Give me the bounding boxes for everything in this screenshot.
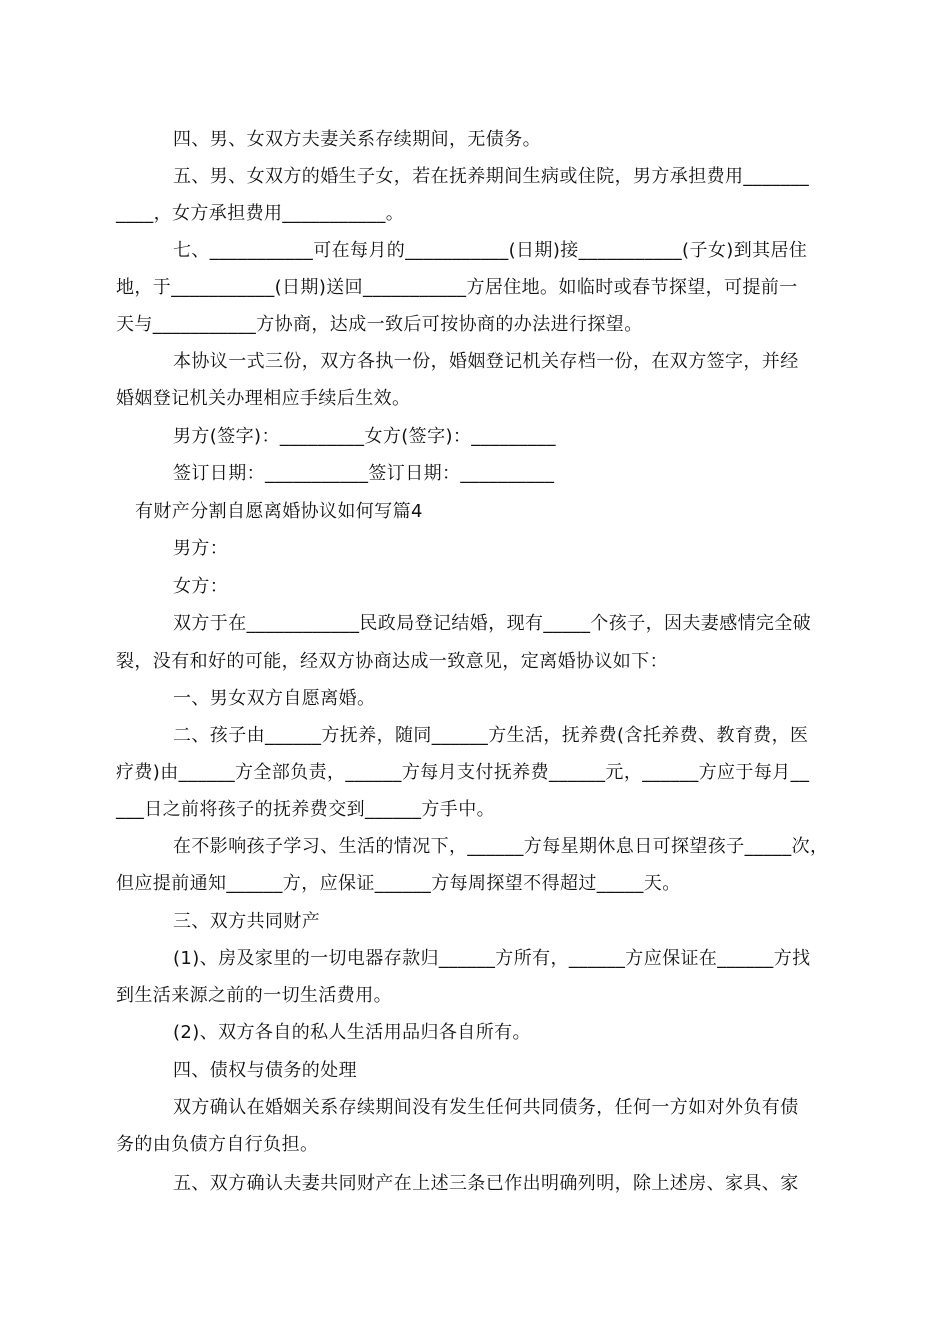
paragraph-line: 婚姻登记机关办理相应手续后生效。 [116, 388, 411, 409]
paragraph-line: 双方确认在婚姻关系存续期间没有发生任何共同债务，任何一方如对外负有债 [173, 1097, 799, 1118]
paragraph-line: 裂，没有和好的可能，经双方协商达成一致意见，定离婚协议如下： [116, 651, 668, 672]
paragraph-line: (1)、房及家里的一切电器存款归______方所有，______方应保证在______方找 [173, 948, 811, 969]
paragraph-line: 务的由负债方自行负担。 [116, 1134, 319, 1155]
signature-line: 男方(签字)：_________女方(签字)：_________ [173, 426, 556, 447]
paragraph-line: 但应提前通知______方，应保证______方每周探望不得超过_____天。 [116, 873, 681, 894]
paragraph-line: 三、双方共同财产 [173, 911, 321, 932]
paragraph-line: ___日之前将孩子的抚养费交到______方手中。 [116, 799, 495, 820]
paragraph-line: 在不影响孩子学习、生活的情况下，______方每星期休息日可探望孩子_____次， [173, 836, 829, 857]
party-line: 男方： [173, 538, 229, 559]
paragraph-line: 本协议一式三份，双方各执一份，婚姻登记机关存档一份，在双方签字，并经 [173, 351, 799, 372]
paragraph-line: ____，女方承担费用___________。 [116, 203, 405, 224]
paragraph-line: 到生活来源之前的一切生活费用。 [116, 985, 392, 1006]
date-line: 签订日期：___________签订日期：__________ [173, 463, 555, 484]
paragraph-line: 天与___________方协商，达成一致后可按协商的办法进行探望。 [116, 314, 643, 335]
section-heading: 有财产分割自愿离婚协议如何写篇4 [135, 501, 423, 522]
paragraph-line: 疗费)由______方全部负责，______方每月支付抚养费______元，______方应于每月__ [116, 762, 810, 783]
paragraph-line: 四、债权与债务的处理 [173, 1060, 357, 1081]
paragraph-line: 五、男、女双方的婚生子女，若在抚养期间生病或住院，男方承担费用_______ [173, 166, 810, 187]
paragraph-line: (2)、双方各自的私人生活用品归各自所有。 [173, 1022, 531, 1043]
paragraph-line: 一、男女双方自愿离婚。 [173, 688, 376, 709]
paragraph-line: 地，于___________(日期)送回___________方居住地。如临时或春节探望，可提前一 [116, 277, 798, 298]
paragraph-line: 四、男、女双方夫妻关系存续期间，无债务。 [173, 129, 541, 150]
party-line: 女方： [173, 576, 229, 597]
paragraph-line: 二、孩子由______方抚养，随同______方生活，抚养费(含托养费、教育费，医 [173, 725, 809, 746]
paragraph-line: 双方于在____________民政局登记结婚，现有_____个孩子，因夫妻感情完全破 [173, 613, 812, 634]
paragraph-line: 七、___________可在每月的___________(日期)接___________(子女)到其居住 [173, 240, 808, 261]
paragraph-line: 五、双方确认夫妻共同财产在上述三条已作出明确列明，除上述房、家具、家 [173, 1173, 799, 1194]
